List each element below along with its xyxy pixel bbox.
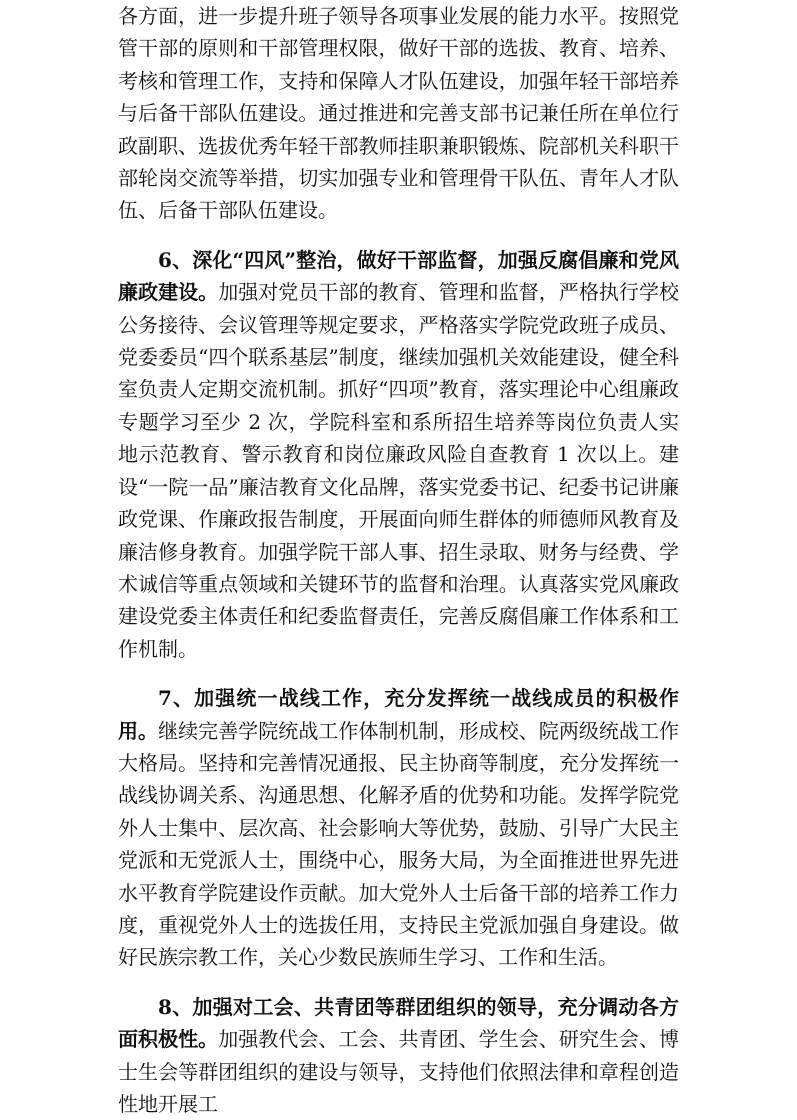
section-6 [118, 244, 679, 665]
paragraph-body: 各方面，进一步提升班子领导各项事业发展的能力水平。按照党管干部的原则和干部管理权限，做好干部的选拔、教育、培养、考核和管理工作，支持和保障人才队伍建设，加强年轻干部培养与后备干部队伍建设。通过推进和完善支部书记兼任所在单位行政副职、选拔优秀年轻干部教师挂职兼职锻炼、院部机关科职干部轮岗交流等举措，切实加强专业和管理骨干队伍、青年人才队伍、后备干部队伍建设。 [118, 4, 679, 223]
section-body: 加强教代会、工会、共青团、学生会、研究生会、博士生会等群团组织的建设与领导，支持他们依照法律和章程创造性地开展工 [118, 1027, 680, 1116]
section-heading: 7、加强统一战线工作，充分发挥统一战线成员的积极作用。 [118, 686, 679, 743]
section-body: 继续完善学院统战工作体制机制，形成校、院两级统战工作大格局。坚持和完善情况通报、民主协商等制度，充分发挥统一战线协调关系、沟通思想、化解矛盾的优势和功能。发挥学院党外人士集中、层次高、社会影响大等优势，鼓励、引导广大民主党派和无党派人士，围绕中心，服务大局，为全面推进世界先进水平教育学院建设作贡献。加大党外人士后备干部的培养工作力度，重视党外人士的选拔任用，支持民主党派加强自身建设。做好民族宗教工作，关心少数民族师生学习、工作和生活。 [118, 718, 680, 970]
section-7 [118, 682, 679, 974]
section-heading: 6、深化“四风”整治，做好干部监督，加强反腐倡廉和党风廉政建设。 [118, 247, 679, 305]
paragraph-continued [118, 0, 679, 227]
section-body: 加强对党员干部的教育、管理和监督，严格执行学校公务接待、会议管理等规定要求，严格落实学院党政班子成员、党委委员“四个联系基层”制度，继续加强机关效能建设，健全科室负责人定期交流机制。抓好“四项”教育，落实理论中心组廉政专题学习至少 2 次，学院科室和系所招生培养等岗位负责人实地示范教育、警示教育和岗位廉政风险自查教育 1 次以上。建设“一院一品”廉洁教育文化品牌，落实党委书记、纪委书记讲廉政党课、作廉政报告制度，开展面向师生群体的师德师风教育及廉洁修身教育。加强学院干部人事、招生录取、财务与经费、学术诚信等重点领域和关键环节的监督和治理。认真落实党风廉政建设党委主体责任和纪委监督责任，完善反腐倡廉工作体系和工作机制。 [118, 280, 680, 661]
section-heading: 8、加强对工会、共青团等群团组织的领导，充分调动各方面积极性。 [118, 994, 679, 1052]
section-8 [118, 991, 679, 1120]
